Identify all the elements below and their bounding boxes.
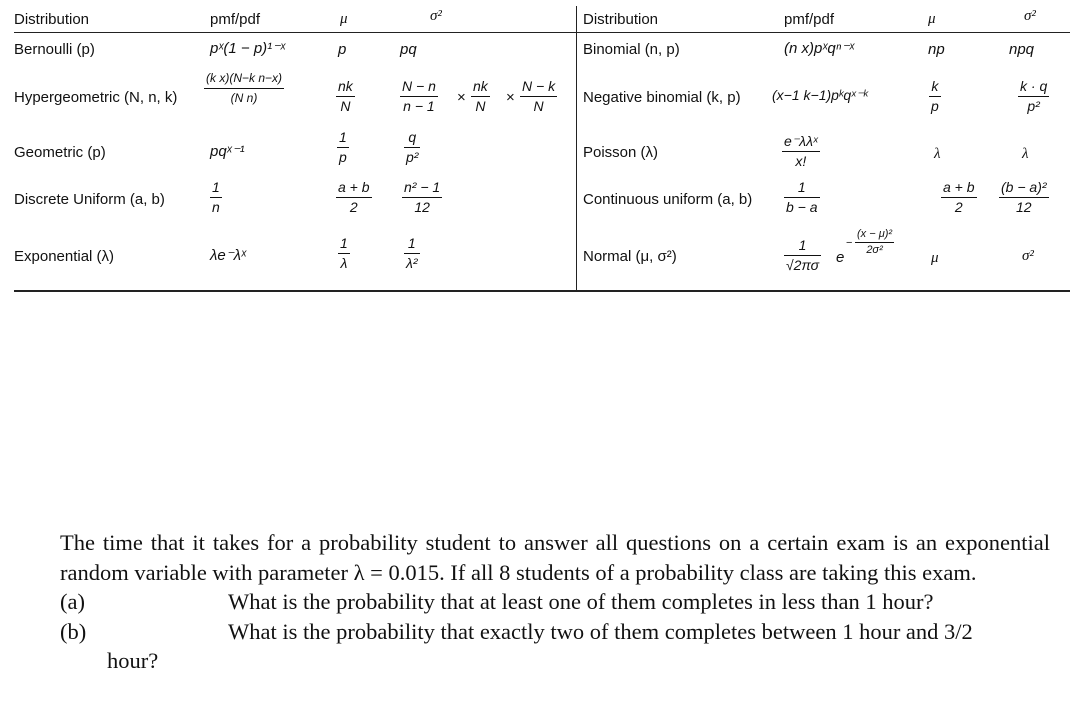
header-variance-right: σ² <box>1024 8 1036 24</box>
normal-pmf-exponent: (x − μ)² 2σ² <box>857 228 893 256</box>
header-mean-right: μ <box>928 11 936 27</box>
discrete-uniform-mean: a + b 2 <box>338 179 370 215</box>
binomial-mean: np <box>928 41 945 58</box>
header-distribution-left: Distribution <box>14 11 90 28</box>
question-b-continuation-row <box>60 646 1050 676</box>
normal-pmf-coefficient: 1 √2πσ <box>786 237 820 273</box>
hypergeometric-pmf: (k x)(N−k n−x) (N n) <box>206 71 283 105</box>
bernoulli-name: Bernoulli (p) <box>14 41 95 58</box>
header-pmf-left: pmf/pdf <box>210 11 261 28</box>
hypergeometric-var-factor-1: N − n n − 1 <box>402 78 436 114</box>
exponential-mean: 1 λ <box>340 235 348 271</box>
hypergeometric-var-factor-2: nk N <box>473 78 488 114</box>
question-a-label: (a) <box>60 589 85 614</box>
bernoulli-variance: pq <box>400 41 417 58</box>
discrete-uniform-name: Discrete Uniform (a, b) <box>14 191 165 208</box>
header-pmf-right: pmf/pdf <box>784 11 835 28</box>
poisson-pmf: e⁻λλˣ x! <box>784 133 818 169</box>
geometric-name: Geometric (p) <box>14 144 106 161</box>
normal-pmf-e: e <box>836 249 845 266</box>
binomial-name: Binomial (n, p) <box>583 41 680 58</box>
normal-mean: μ <box>931 250 939 266</box>
problem-statement <box>60 528 1050 676</box>
bottom-rule <box>14 290 1070 292</box>
header-rule <box>14 32 1070 33</box>
continuous-uniform-mean: a + b 2 <box>943 179 975 215</box>
header-mean-left: μ <box>340 11 348 27</box>
continuous-uniform-pmf: 1 b − a <box>786 179 818 215</box>
binomial-variance: npq <box>1009 41 1035 58</box>
discrete-uniform-pmf: 1 n <box>212 179 220 215</box>
negative-binomial-mean: k p <box>931 78 939 114</box>
negative-binomial-variance: k · q p² <box>1020 78 1048 114</box>
hypergeometric-mean: nk N <box>338 78 353 114</box>
continuous-uniform-variance: (b − a)² 12 <box>1001 179 1047 215</box>
exponential-variance: 1 λ² <box>406 235 418 271</box>
geometric-variance: q p² <box>406 129 419 165</box>
negative-binomial-name: Negative binomial (k, p) <box>583 89 741 106</box>
hypergeometric-var-factor-3: N − k N <box>522 78 556 114</box>
problem-intro: The time that it takes for a probability student to answer all questions on a certain exam is an exponential random variable with parameter λ = 0.015. If all 8 students of a probability class are taking this exam. <box>60 530 1050 585</box>
question-b-label: (b) <box>60 618 87 644</box>
column-divider <box>576 6 577 292</box>
normal-name: Normal (μ, σ²) <box>583 248 677 265</box>
header-distribution-right: Distribution <box>583 11 659 28</box>
poisson-name: Poisson (λ) <box>583 144 659 161</box>
poisson-mean: λ <box>934 146 941 162</box>
question-a <box>60 587 1050 617</box>
bernoulli-pmf: pˣ(1 − p)¹⁻ˣ <box>210 40 286 57</box>
exponential-pmf: λe⁻λˣ <box>210 247 247 264</box>
normal-variance: σ² <box>1022 248 1034 264</box>
question-b <box>60 617 1050 647</box>
distribution-table <box>14 6 1070 292</box>
binomial-pmf: (n x)pˣqⁿ⁻ˣ <box>784 40 855 57</box>
poisson-variance: λ <box>1022 146 1029 162</box>
times-sign-1: × <box>457 89 466 106</box>
question-b-continuation: hour? <box>107 648 159 673</box>
hypergeometric-name: Hypergeometric (N, n, k) <box>14 89 178 106</box>
bernoulli-mean: p <box>338 41 347 58</box>
header-variance-left: σ² <box>430 8 442 24</box>
exponential-name: Exponential (λ) <box>14 248 115 265</box>
question-a-text: What is the probability that at least one of them completes in less than 1 hour? <box>228 589 934 614</box>
question-b-text: What is the probability that exactly two of them completes between 1 hour and 3/2 <box>228 618 973 644</box>
negative-binomial-pmf: (x−1 k−1)pᵏqˣ⁻ᵏ <box>772 87 868 103</box>
normal-pmf-exp-minus: − <box>846 237 853 249</box>
times-sign-2: × <box>506 89 515 106</box>
discrete-uniform-variance: n² − 1 12 <box>404 179 441 215</box>
geometric-mean: 1 p <box>339 129 347 165</box>
geometric-pmf: pqˣ⁻¹ <box>210 143 245 160</box>
continuous-uniform-name: Continuous uniform (a, b) <box>583 191 753 208</box>
